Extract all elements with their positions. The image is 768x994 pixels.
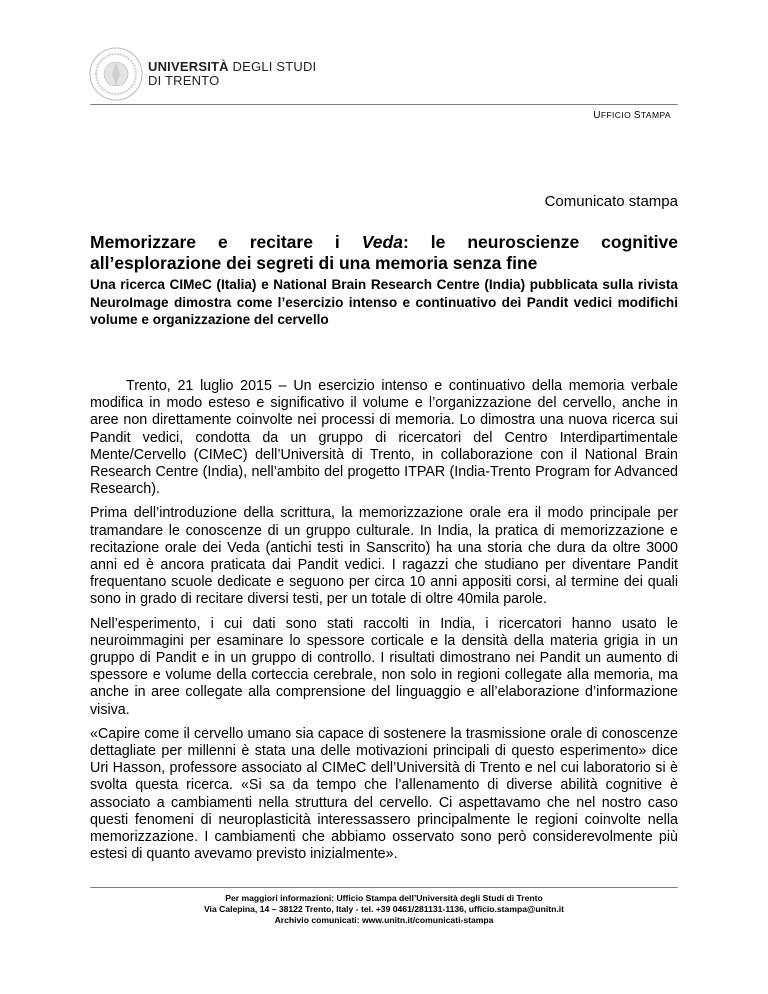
university-logo [88,46,348,102]
body-paragraph: Nell’esperimento, i cui dati sono stati raccolti in India, i ricercatori hanno usato le neuroimmagini per esaminare lo spessore corticale e la densità della materia grigia in un gruppo di Pandit e in un gruppo di controllo. I risultati dimostrano nei Pandit un aumento di spessore e volume della corteccia cerebrale, non solo in regioni collegate alla memoria, ma anche in aree collegate alla comprensione del linguaggio e all’elaborazione d’informazione visiva. [90,615,678,718]
footer-line: Via Calepina, 14 – 38122 Trento, Italy - tel. +39 0461/281131-1136, ufficio.stampa@unitn.it [203,904,565,914]
header-divider [90,104,678,105]
contact-footer [90,893,678,926]
body-paragraph: «Capire come il cervello umano sia capace di sostenere la trasmissione orale di conoscenze dettagliate per millenni è stata una delle motivazioni principali di questo esperimento» dice Uri Hasson, professore associato al CIMeC dell’Università di Trento e nel cui laboratorio si è svolta questa ricerca. «Si sa da tempo che l’allenamento di diverse abilità cognitive è associato a cambiamenti nella struttura del cervello. Ci aspettavamo che nel nostro caso questi fenomeni di neuroplasticità interessassero principalmente le regioni coinvolte nella memorizzazione. I cambiamenti che abbiamo osservato sono però considerevolmente più estesi di quanto avevamo previsto inizialmente». [90,725,678,863]
body-paragraph: Prima dell’introduzione della scrittura, la memorizzazione orale era il modo principale per tramandare le conoscenze di un gruppo culturale. In India, la pratica di memorizzazione e recitazione orale dei Veda (antichi testi in Sanscrito) ha una storia che dura da oltre 3000 anni ed è ancora praticata dai Pandit vedici. I ragazzi che studiano per diventare Pandit frequentano scuole dedicate e seguono per circa 10 anni appositi corsi, al termine dei quali sono in grado di recitare diversi testi, per un totale di oltre 40mila parole. [90,505,678,608]
university-name-line2: DI TRENTO [148,73,220,88]
document-body [90,378,678,870]
body-paragraph: Trento, 21 luglio 2015 – Un esercizio intenso e continuativo della memoria verbale modifica in modo esteso e significativo il volume e l’organizzazione del cervello, anche in aree non direttamente coinvolte nei processi di memoria. Lo dimostra una nuova ricerca sui Pandit vedici, condotta da un gruppo di ricercatori del Centro Interdipartimentale Mente/Cervello (CIMeC) dell’Università di Trento, in collaborazione con il National Brain Research Centre (India), nell’ambito del progetto ITPAR (India-Trento Program for Advanced Research). [90,378,678,498]
footer-line: Per maggiori informazioni: Ufficio Stampa dell’Università degli Studi di Trento [225,893,543,903]
document-subtitle: Una ricerca CIMeC (Italia) e National Brain Research Centre (India) pubblicata sulla rivista NeuroImage dimostra come l’esercizio intenso e continuativo dei Pandit vedici modifichi volume e organizzazione del cervello [90,277,678,327]
university-name-bold: UNIVERSITÀ [148,59,229,74]
university-name [148,60,316,88]
press-office-label: UFFICIO STAMPA [593,110,671,121]
document-title: Memorizzare e recitare i Veda: le neuroscienze cognitive all’esplorazione dei segreti di una memoria senza fine [90,232,679,273]
document-kind: Comunicato stampa [544,193,678,210]
title-italic-word: Veda [361,232,403,252]
footer-divider [90,887,678,888]
university-name-rest: DEGLI STUDI [228,59,317,74]
university-seal-icon [88,46,144,102]
footer-line: Archivio comunicati: www.unitn.it/comunicati-stampa [274,915,494,925]
